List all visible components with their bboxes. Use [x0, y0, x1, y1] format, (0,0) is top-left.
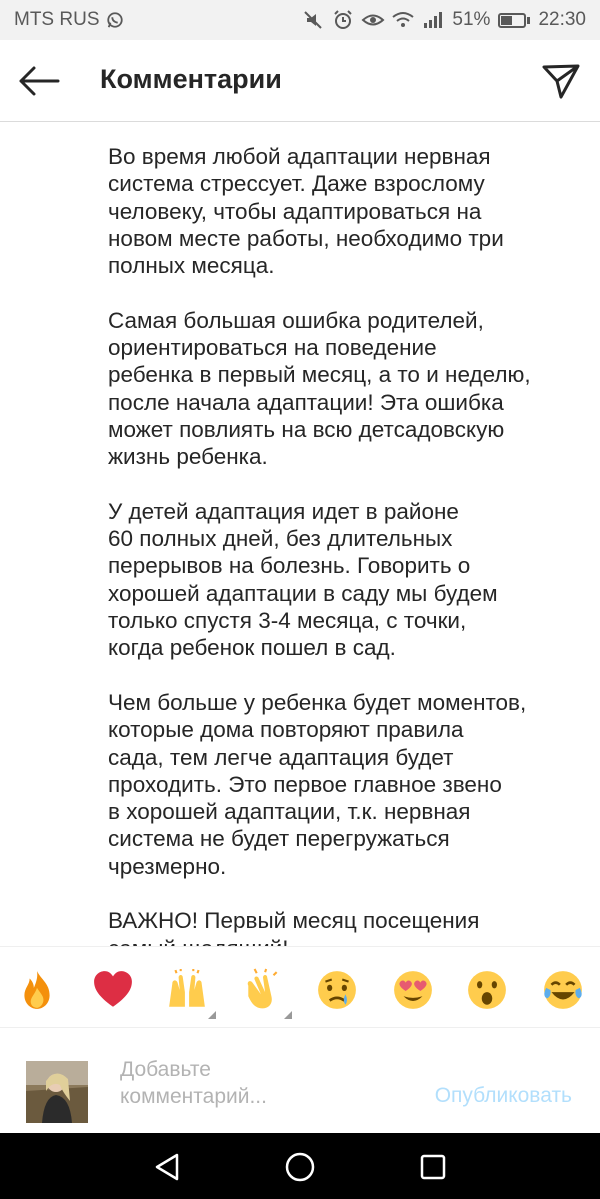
- system-nav-bar: [0, 1133, 600, 1199]
- caption-paragraph: ВАЖНО! Первый месяц посещения: [108, 908, 480, 934]
- post-button[interactable]: Опубликовать: [434, 1084, 572, 1107]
- share-button[interactable]: [536, 56, 586, 106]
- battery-icon: [498, 13, 530, 28]
- status-bar: [0, 0, 600, 40]
- page-title: Комментарии: [100, 64, 282, 94]
- comments-list[interactable]: [0, 123, 600, 946]
- paper-plane-icon: [541, 61, 581, 101]
- emoji-bar: [0, 946, 600, 1028]
- clapping-hands-emoji[interactable]: [240, 967, 286, 1013]
- recents-square-icon: [419, 1153, 447, 1181]
- post-caption: [108, 143, 578, 989]
- caption-paragraph: Самая большая ошибка родителей, ориентироваться на поведение ребенка в первый месяц, а то и неделю, после начала адаптации! Эта ошибка может повлиять на всю детсадовскую жизнь ребенка.: [108, 307, 531, 470]
- tears-of-joy-emoji[interactable]: [540, 967, 586, 1013]
- astonished-face-emoji[interactable]: [464, 967, 510, 1013]
- back-button[interactable]: [14, 58, 64, 104]
- heart-eyes-emoji[interactable]: [390, 967, 436, 1013]
- crying-face-emoji[interactable]: [314, 967, 360, 1013]
- signal-icon: [422, 9, 444, 31]
- red-heart-emoji[interactable]: [90, 967, 136, 1013]
- home-circle-icon: [284, 1151, 316, 1183]
- alarm-icon: [332, 9, 354, 31]
- comment-composer: [0, 1028, 600, 1133]
- user-avatar[interactable]: [26, 1061, 88, 1123]
- status-right: [302, 9, 586, 31]
- caption-paragraph: У детей адаптация идет в районе 60 полных дней, без длительных перерывов на болезнь. Говорить о хорошей адаптации в саду мы будем только спустя 3-4 месяца, с точки, когда ребенок пошел в сад.: [108, 498, 498, 661]
- nav-back-button[interactable]: [150, 1150, 184, 1184]
- clock: 22:30: [538, 9, 586, 30]
- battery-level-fill: [501, 16, 511, 25]
- app-header: [0, 40, 600, 122]
- status-left: [14, 9, 126, 31]
- mute-icon: [302, 9, 324, 31]
- comment-input[interactable]: [120, 1056, 400, 1116]
- wifi-icon: [392, 9, 414, 31]
- back-triangle-icon: [153, 1152, 181, 1182]
- fire-emoji[interactable]: [14, 967, 60, 1013]
- nav-recents-button[interactable]: [416, 1150, 450, 1184]
- nav-home-button[interactable]: [283, 1150, 317, 1184]
- caption-paragraph: Чем больше у ребенка будет моментов, которые дома повторяют правила сада, тем легче адаптация будет проходить. Это первое главное звено в хорошей адаптации, т.к. нервная система не будет перегружаться чрезмерно.: [108, 689, 527, 879]
- eye-icon: [362, 9, 384, 31]
- raising-hands-emoji[interactable]: [164, 967, 210, 1013]
- arrow-left-icon: [18, 66, 60, 96]
- whatsapp-icon: [104, 9, 126, 31]
- carrier-label: MTS RUS: [14, 9, 100, 30]
- caption-paragraph: Во время любой адаптации нервная система стрессует. Даже взрослому человеку, чтобы адаптироваться на новом месте работы, необходимо три полных месяца.: [108, 144, 504, 279]
- battery-percent: 51%: [452, 9, 491, 30]
